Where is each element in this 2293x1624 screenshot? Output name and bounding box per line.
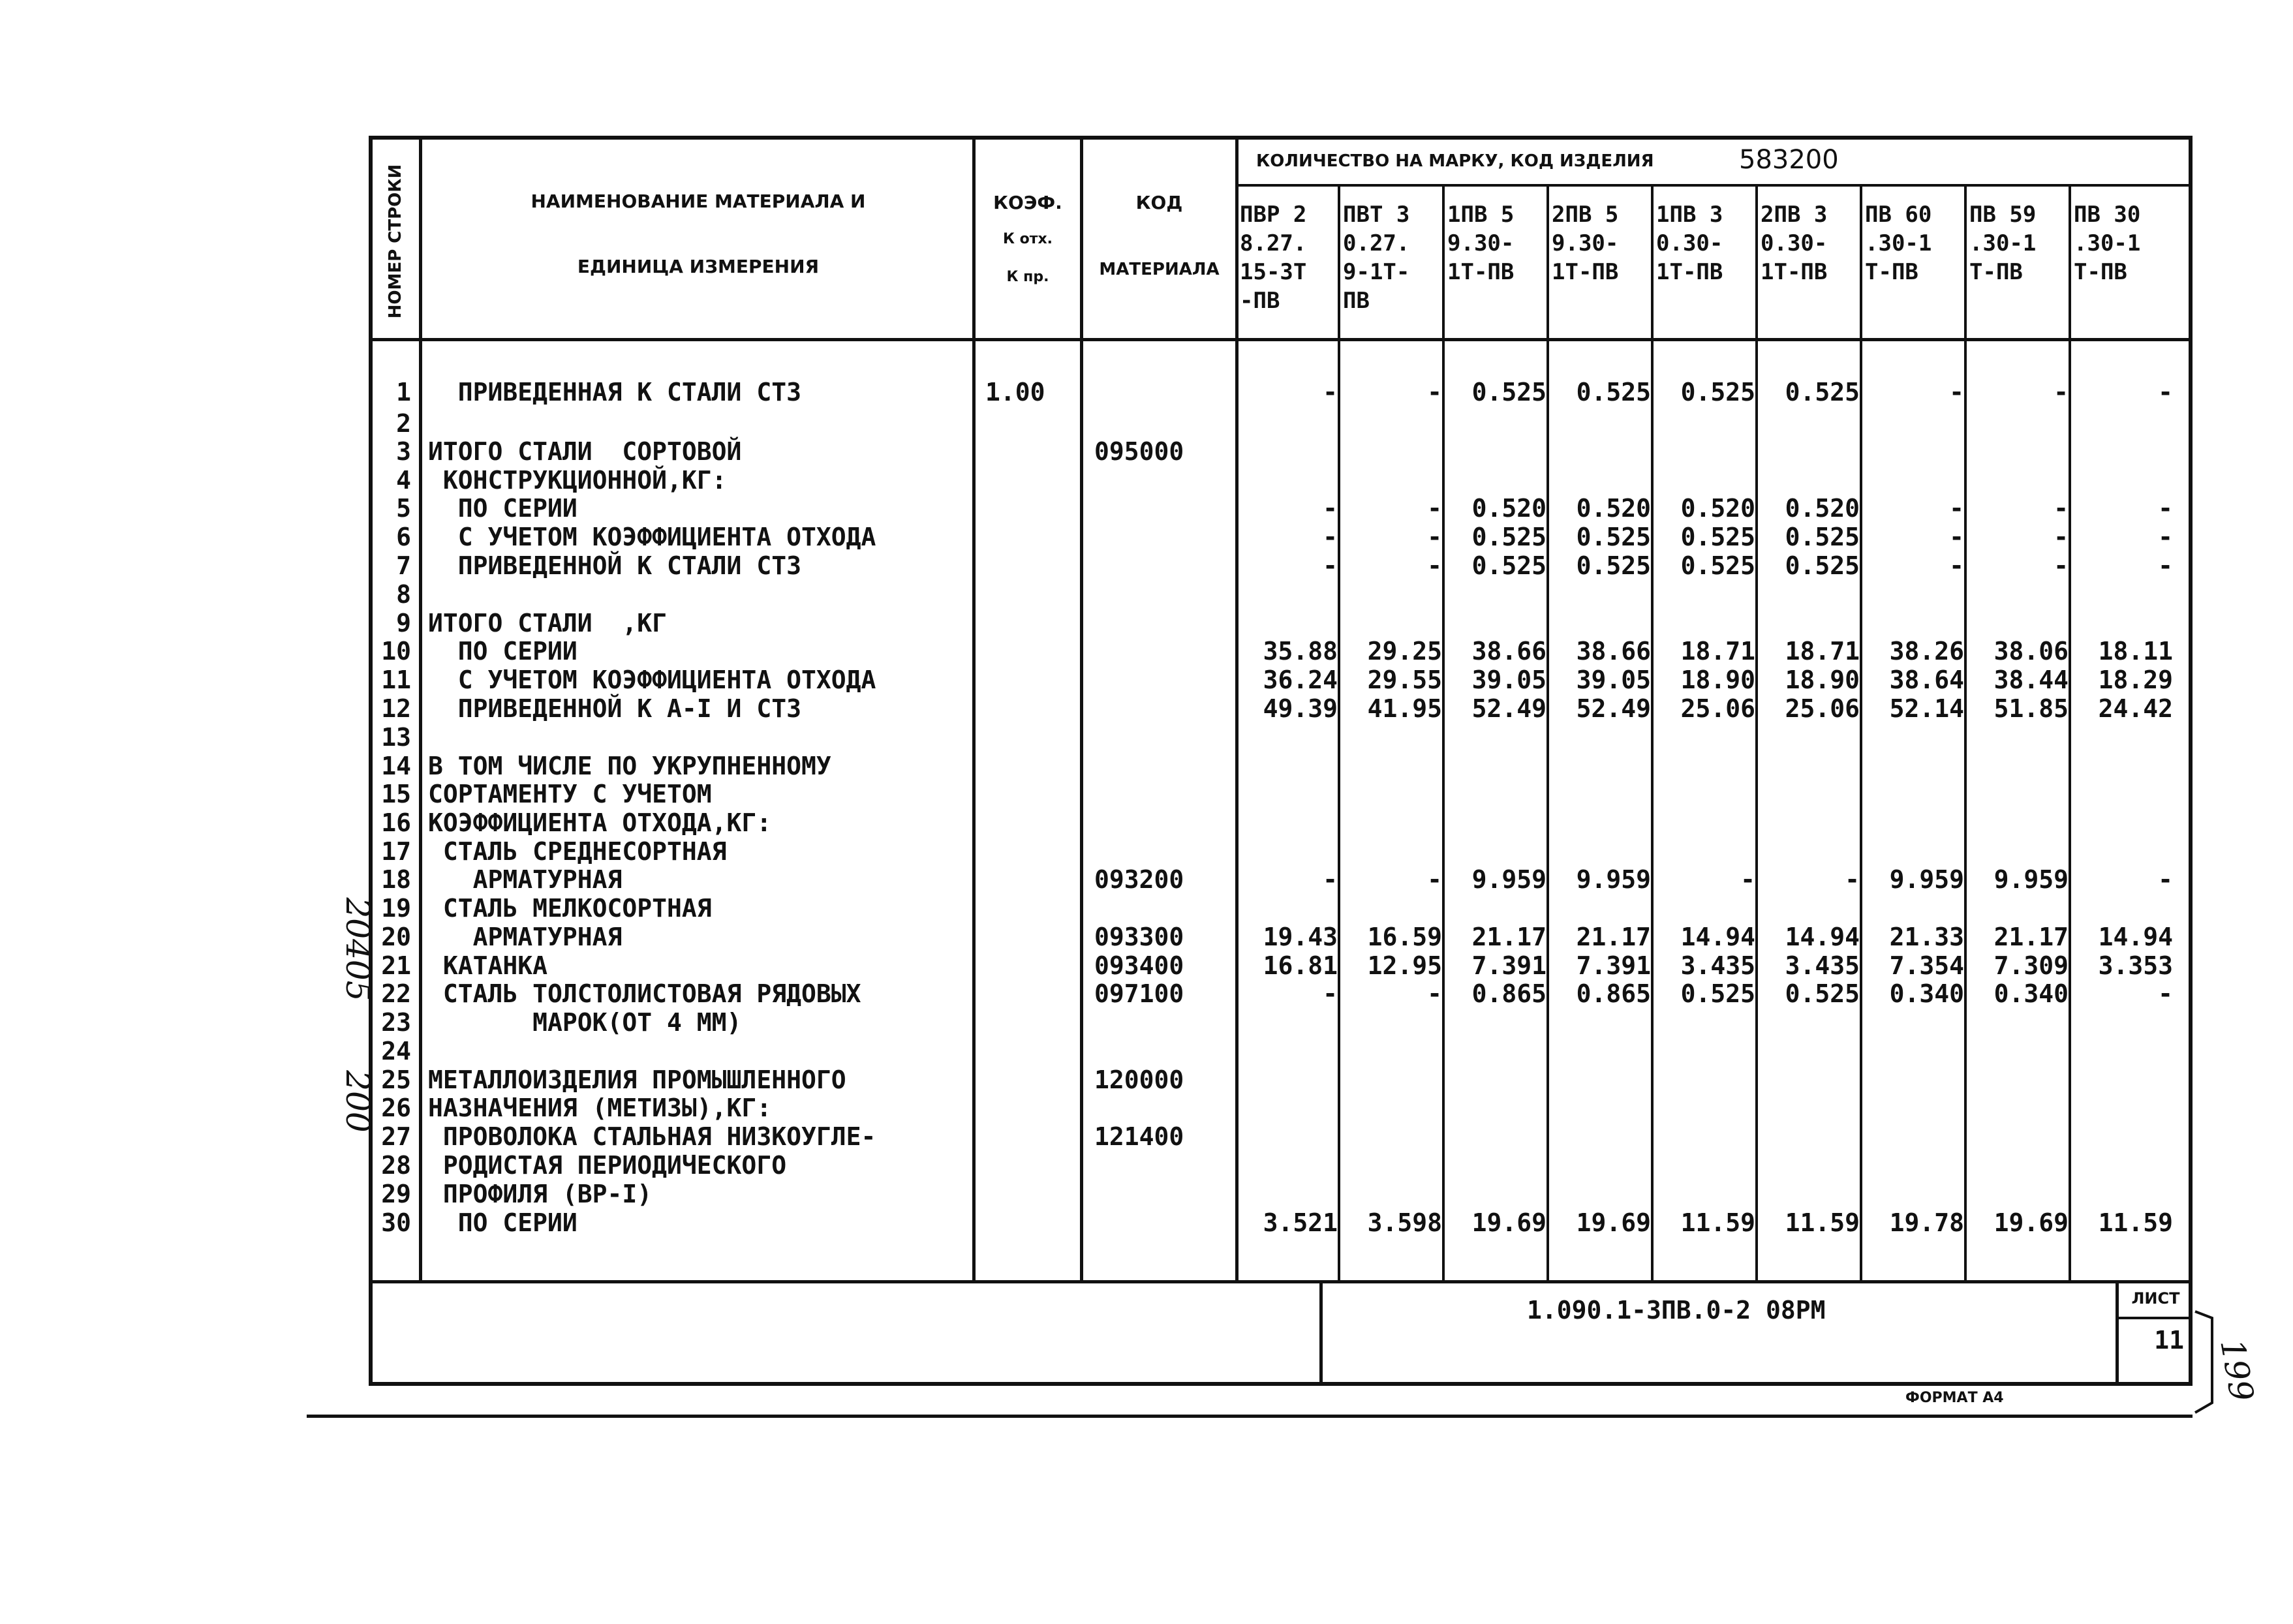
- quantity-cell: 16.59: [1367, 923, 1442, 951]
- quantity-cell: 7.391: [1576, 951, 1651, 980]
- quantity-cell: 3.521: [1263, 1208, 1338, 1237]
- mark-header-line: 9-1Т-: [1343, 259, 1410, 285]
- quantity-cell: 0.525: [1576, 551, 1651, 580]
- row-number: 26: [381, 1094, 411, 1122]
- row-number: 24: [381, 1037, 411, 1065]
- material-code: 120000: [1094, 1065, 1184, 1094]
- quantity-cell: -: [1427, 378, 1442, 406]
- quantity-cell: -: [2054, 494, 2069, 523]
- col-sep-mark-7: [1964, 184, 1967, 1281]
- quantity-cell: 7.391: [1471, 951, 1547, 980]
- row-number: 5: [396, 494, 411, 523]
- quantity-cell: 21.33: [1889, 923, 1964, 951]
- quantity-cell: -: [2158, 551, 2173, 580]
- quantity-cell: 3.435: [1680, 951, 1755, 980]
- quantity-cell: 38.26: [1889, 637, 1964, 666]
- row-number: 29: [381, 1180, 411, 1208]
- row-number: 30: [381, 1208, 411, 1237]
- quantity-cell: -: [1740, 865, 1755, 894]
- material-name: СОРТАМЕНТУ С УЧЕТОМ: [428, 780, 712, 808]
- quantity-cell: -: [2158, 523, 2173, 551]
- coef-header-line-1: КОЭФ.: [993, 192, 1062, 213]
- mark-header-line: 0.30-: [1761, 230, 1828, 256]
- mark-header-line: Т-ПВ: [1969, 259, 2023, 285]
- code-header-line-2: МАТЕРИАЛА: [1099, 260, 1220, 279]
- mark-header-line: 2ПВ 5: [1552, 202, 1619, 228]
- col-sep-mark-3: [1547, 184, 1549, 1281]
- quantity-cell: 0.520: [1471, 494, 1547, 523]
- mark-header-line: 0.30-: [1656, 230, 1723, 256]
- col-sep-mark-6: [1860, 184, 1862, 1281]
- frame-right: [2189, 136, 2193, 1385]
- row-number: 2: [396, 409, 411, 438]
- mark-header-line: 2ПВ 3: [1761, 202, 1828, 228]
- sheet-box-divider: [2116, 1317, 2193, 1319]
- mark-header-line: ПВ 59: [1969, 202, 2037, 228]
- mark-header-line: 1Т-ПВ: [1761, 259, 1828, 285]
- material-name: СТАЛЬ ТОЛСТОЛИСТОВАЯ РЯДОВЫХ: [428, 979, 861, 1008]
- material-name: ПО СЕРИИ: [428, 637, 577, 666]
- row-number: 4: [396, 466, 411, 495]
- quantity-cell: 0.525: [1785, 979, 1860, 1008]
- row-number: 1: [396, 378, 411, 406]
- quantity-cell: 0.865: [1576, 979, 1651, 1008]
- quantity-cell: 0.525: [1471, 523, 1547, 551]
- quantity-cell: -: [1323, 865, 1338, 894]
- mark-header-line: .30-1: [1865, 230, 1932, 256]
- quantity-cell: 9.959: [1576, 865, 1651, 894]
- material-name: ПО СЕРИИ: [428, 1208, 577, 1237]
- quantity-cell: -: [1323, 523, 1338, 551]
- quantity-cell: -: [1949, 494, 1964, 523]
- material-name: АРМАТУРНАЯ: [428, 923, 623, 951]
- row-number-header: НОМЕР СТРОКИ: [386, 164, 405, 319]
- quantity-cell: 0.525: [1680, 523, 1755, 551]
- quantity-cell: 11.59: [1680, 1208, 1755, 1237]
- quantity-cell: 19.69: [1471, 1208, 1547, 1237]
- code-header-line-1: КОД: [1135, 192, 1183, 213]
- quantity-cell: -: [1949, 551, 1964, 580]
- row-number: 18: [381, 865, 411, 894]
- row-number: 3: [396, 437, 411, 466]
- quantity-cell: -: [1427, 494, 1442, 523]
- material-name: ИТОГО СТАЛИ ,КГ: [428, 609, 668, 637]
- col-sep-name: [972, 136, 976, 1281]
- mark-header-line: 1Т-ПВ: [1447, 259, 1515, 285]
- quantity-cell: 19.78: [1889, 1208, 1964, 1237]
- material-name: ПО СЕРИИ: [428, 494, 577, 523]
- material-code: 121400: [1094, 1122, 1184, 1151]
- mark-header-line: 9.30-: [1552, 230, 1619, 256]
- row-number: 22: [381, 979, 411, 1008]
- quantity-cell: 9.959: [1471, 865, 1547, 894]
- quantity-cell: 0.525: [1785, 378, 1860, 406]
- mark-header-line: 1ПВ 5: [1447, 202, 1515, 228]
- row-number: 15: [381, 780, 411, 808]
- page-baseline: [307, 1415, 2193, 1418]
- col-sep-rownum: [419, 136, 422, 1281]
- quantity-cell: 7.354: [1889, 951, 1964, 980]
- quantity-cell: 35.88: [1263, 637, 1338, 666]
- col-sep-mark-2: [1442, 184, 1445, 1281]
- quantity-cell: 39.05: [1471, 666, 1547, 694]
- quantity-cell: 38.44: [1993, 666, 2069, 694]
- row-number: 11: [381, 666, 411, 694]
- material-name: ИТОГО СТАЛИ СОРТОВОЙ: [428, 437, 742, 466]
- quantity-cell: 21.17: [1576, 923, 1651, 951]
- coef-header-line-2: К отх.: [1002, 231, 1053, 247]
- quantity-cell: 0.525: [1576, 378, 1651, 406]
- material-name: МАРОК(ОТ 4 ММ): [428, 1008, 742, 1037]
- quantity-cell: 0.525: [1576, 523, 1651, 551]
- quantity-cell: 3.353: [2098, 951, 2173, 980]
- quantity-cell: 0.525: [1785, 551, 1860, 580]
- quantity-cell: 52.14: [1889, 694, 1964, 723]
- row-number: 12: [381, 694, 411, 723]
- material-name: КОНСТРУКЦИОННОЙ,КГ:: [428, 466, 727, 495]
- material-name: КОЭФФИЦИЕНТА ОТХОДА,КГ:: [428, 808, 772, 837]
- material-name: КАТАНКА: [428, 951, 548, 980]
- frame-bottom: [369, 1382, 2193, 1386]
- frame-top: [372, 136, 2193, 140]
- material-name: ПРИВЕДЕННОЙ К СТАЛИ СТ3: [428, 551, 801, 580]
- format-label: ФОРМАТ А4: [1905, 1390, 2004, 1406]
- quantity-cell: 52.49: [1576, 694, 1651, 723]
- mark-header-line: ПВР 2: [1240, 202, 1307, 228]
- material-name: АРМАТУРНАЯ: [428, 865, 623, 894]
- quantity-cell: 0.340: [1993, 979, 2069, 1008]
- row-number: 20: [381, 923, 411, 951]
- row-number: 7: [396, 551, 411, 580]
- row-number: 19: [381, 894, 411, 923]
- row-number: 17: [381, 837, 411, 866]
- quantity-cell: 11.59: [1785, 1208, 1860, 1237]
- row-number: 16: [381, 808, 411, 837]
- quantity-cell: 16.81: [1263, 951, 1338, 980]
- quantity-cell: -: [1323, 979, 1338, 1008]
- quantity-cell: -: [2158, 378, 2173, 406]
- mark-header-line: ПВ 30: [2074, 202, 2141, 228]
- quantity-cell: 18.11: [2098, 637, 2173, 666]
- mark-header-line: -ПВ: [1240, 288, 1280, 314]
- quantity-cell: 12.95: [1367, 951, 1442, 980]
- quantity-cell: 38.66: [1576, 637, 1651, 666]
- quantity-cell: -: [1427, 551, 1442, 580]
- col-sep-mark-4: [1651, 184, 1654, 1281]
- material-name: С УЧЕТОМ КОЭФФИЦИЕНТА ОТХОДА: [428, 523, 876, 551]
- quantity-cell: 51.85: [1993, 694, 2069, 723]
- material-name: ПРИВЕДЕННАЯ К СТАЛИ СТ3: [428, 378, 801, 406]
- row-number: 27: [381, 1122, 411, 1151]
- material-code: 093400: [1094, 951, 1184, 980]
- mark-header-line: 1Т-ПВ: [1656, 259, 1723, 285]
- coef-header-line-3: К пр.: [1006, 269, 1049, 285]
- quantity-cell: 14.94: [2098, 923, 2173, 951]
- quantity-cell: -: [2054, 378, 2069, 406]
- qty-header-separator: [1239, 184, 2193, 187]
- row-number: 28: [381, 1151, 411, 1180]
- row-number: 9: [396, 609, 411, 637]
- name-header-line-1: НАИМЕНОВАНИЕ МАТЕРИАЛА И: [531, 191, 866, 212]
- name-header-line-2: ЕДИНИЦА ИЗМЕРЕНИЯ: [577, 256, 820, 277]
- row-number: 21: [381, 951, 411, 980]
- quantity-cell: 19.43: [1263, 923, 1338, 951]
- quantity-cell: 29.25: [1367, 637, 1442, 666]
- quantity-cell: -: [2158, 979, 2173, 1008]
- quantity-cell: 38.66: [1471, 637, 1547, 666]
- material-code: 097100: [1094, 979, 1184, 1008]
- mark-header-line: 0.27.: [1343, 230, 1410, 256]
- quantity-cell: 21.17: [1993, 923, 2069, 951]
- quantity-cell: -: [1845, 865, 1860, 894]
- quantity-cell: -: [1323, 494, 1338, 523]
- material-name: ПРИВЕДЕННОЙ К А-I И СТ3: [428, 694, 801, 723]
- mark-header-line: .30-1: [2074, 230, 2141, 256]
- page-number-bracket: [2193, 1305, 2232, 1416]
- row-number: 14: [381, 752, 411, 780]
- quantity-cell: 14.94: [1785, 923, 1860, 951]
- material-name: НАЗНАЧЕНИЯ (МЕТИЗЫ),КГ:: [428, 1094, 772, 1122]
- mark-header-line: 1ПВ 3: [1656, 202, 1723, 228]
- mark-header-line: Т-ПВ: [1865, 259, 1918, 285]
- col-sep-mark-5: [1755, 184, 1758, 1281]
- quantity-cell: 0.525: [1680, 551, 1755, 580]
- col-sep-mark-1: [1338, 184, 1340, 1281]
- quantity-cell: 0.340: [1889, 979, 1964, 1008]
- quantity-cell: -: [2054, 523, 2069, 551]
- quantity-cell: 52.49: [1471, 694, 1547, 723]
- row-number: 6: [396, 523, 411, 551]
- material-name: МЕТАЛЛОИЗДЕЛИЯ ПРОМЫШЛЕННОГО: [428, 1065, 846, 1094]
- product-code: 583200: [1739, 145, 1839, 175]
- frame-left: [369, 136, 373, 1385]
- material-name: С УЧЕТОМ КОЭФФИЦИЕНТА ОТХОДА: [428, 666, 876, 694]
- quantity-cell: 29.55: [1367, 666, 1442, 694]
- quantity-cell: -: [1427, 979, 1442, 1008]
- col-sep-mark-8: [2069, 184, 2071, 1281]
- quantity-cell: 0.525: [1785, 523, 1860, 551]
- quantity-cell: 18.71: [1785, 637, 1860, 666]
- quantity-cell: 0.865: [1471, 979, 1547, 1008]
- sheet-number: 11: [2154, 1326, 2184, 1355]
- quantity-cell: 21.17: [1471, 923, 1547, 951]
- quantity-cell: -: [2054, 551, 2069, 580]
- quantity-cell: 0.520: [1680, 494, 1755, 523]
- mark-header-line: Т-ПВ: [2074, 259, 2127, 285]
- row-number: 13: [381, 723, 411, 752]
- material-name: ПРОВОЛОКА СТАЛЬНАЯ НИЗКОУГЛЕ-: [428, 1122, 876, 1151]
- material-code: 093300: [1094, 923, 1184, 951]
- quantity-cell: 36.24: [1263, 666, 1338, 694]
- mark-header-line: 1Т-ПВ: [1552, 259, 1619, 285]
- quantity-cell: 0.525: [1471, 551, 1547, 580]
- quantity-cell: 18.90: [1785, 666, 1860, 694]
- quantity-cell: 18.71: [1680, 637, 1755, 666]
- quantity-cell: -: [2158, 494, 2173, 523]
- side-number-1: 20405: [339, 897, 377, 1002]
- material-code: 095000: [1094, 437, 1184, 466]
- row-number: 23: [381, 1008, 411, 1037]
- quantity-cell: -: [1427, 523, 1442, 551]
- mark-header-line: 15-3Т: [1240, 259, 1307, 285]
- col-sep-code: [1235, 136, 1239, 1281]
- quantity-cell: 38.06: [1993, 637, 2069, 666]
- quantity-cell: 24.42: [2098, 694, 2173, 723]
- material-code: 093200: [1094, 865, 1184, 894]
- side-number-2: 200: [339, 1070, 377, 1133]
- quantity-cell: 0.525: [1471, 378, 1547, 406]
- material-name: В ТОМ ЧИСЛЕ ПО УКРУПНЕННОМУ: [428, 752, 831, 780]
- quantity-cell: 3.435: [1785, 951, 1860, 980]
- quantity-cell: -: [1949, 378, 1964, 406]
- mark-header-line: .30-1: [1969, 230, 2037, 256]
- quantity-cell: 18.29: [2098, 666, 2173, 694]
- footer-mid-line: [1319, 1280, 1323, 1385]
- quantity-cell: 41.95: [1367, 694, 1442, 723]
- page-number: 199: [2213, 1336, 2261, 1405]
- quantity-cell: 9.959: [1993, 865, 2069, 894]
- material-name: СТАЛЬ СРЕДНЕСОРТНАЯ: [428, 837, 727, 866]
- mark-header-line: 9.30-: [1447, 230, 1515, 256]
- quantity-cell: 25.06: [1680, 694, 1755, 723]
- qty-header-label: КОЛИЧЕСТВО НА МАРКУ, КОД ИЗДЕЛИЯ: [1256, 151, 1654, 171]
- quantity-cell: 14.94: [1680, 923, 1755, 951]
- quantity-cell: 39.05: [1576, 666, 1651, 694]
- mark-header-line: ПВТ 3: [1343, 202, 1410, 228]
- quantity-cell: 3.598: [1367, 1208, 1442, 1237]
- document-code: 1.090.1-3ПВ.0-2 08РМ: [1527, 1296, 1826, 1325]
- mark-header-line: ПВ: [1343, 288, 1370, 314]
- material-name: РОДИСТАЯ ПЕРИОДИЧЕСКОГО: [428, 1151, 787, 1180]
- footer-separator: [369, 1280, 2193, 1283]
- quantity-cell: 38.64: [1889, 666, 1964, 694]
- row-number: 10: [381, 637, 411, 666]
- quantity-cell: 7.309: [1993, 951, 2069, 980]
- quantity-cell: 18.90: [1680, 666, 1755, 694]
- quantity-cell: -: [2158, 865, 2173, 894]
- quantity-cell: 25.06: [1785, 694, 1860, 723]
- quantity-cell: 49.39: [1263, 694, 1338, 723]
- quantity-cell: -: [1427, 865, 1442, 894]
- row-number: 8: [396, 580, 411, 609]
- quantity-cell: 19.69: [1576, 1208, 1651, 1237]
- quantity-cell: -: [1949, 523, 1964, 551]
- coefficient: 1.00: [985, 378, 1045, 406]
- sheet-label: ЛИСТ: [2131, 1289, 2180, 1308]
- material-name: ПРОФИЛЯ (ВР-I): [428, 1180, 653, 1208]
- material-name: СТАЛЬ МЕЛКОСОРТНАЯ: [428, 894, 712, 923]
- quantity-cell: 0.525: [1680, 378, 1755, 406]
- quantity-cell: -: [1323, 551, 1338, 580]
- quantity-cell: -: [1323, 378, 1338, 406]
- quantity-cell: 0.520: [1576, 494, 1651, 523]
- row-number: 25: [381, 1065, 411, 1094]
- mark-header-line: ПВ 60: [1865, 202, 1932, 228]
- quantity-cell: 19.69: [1993, 1208, 2069, 1237]
- quantity-cell: 9.959: [1889, 865, 1964, 894]
- quantity-cell: 0.525: [1680, 979, 1755, 1008]
- mark-header-line: 8.27.: [1240, 230, 1307, 256]
- header-separator: [369, 338, 2193, 341]
- quantity-cell: 11.59: [2098, 1208, 2173, 1237]
- quantity-cell: 0.520: [1785, 494, 1860, 523]
- col-sep-coef: [1080, 136, 1083, 1281]
